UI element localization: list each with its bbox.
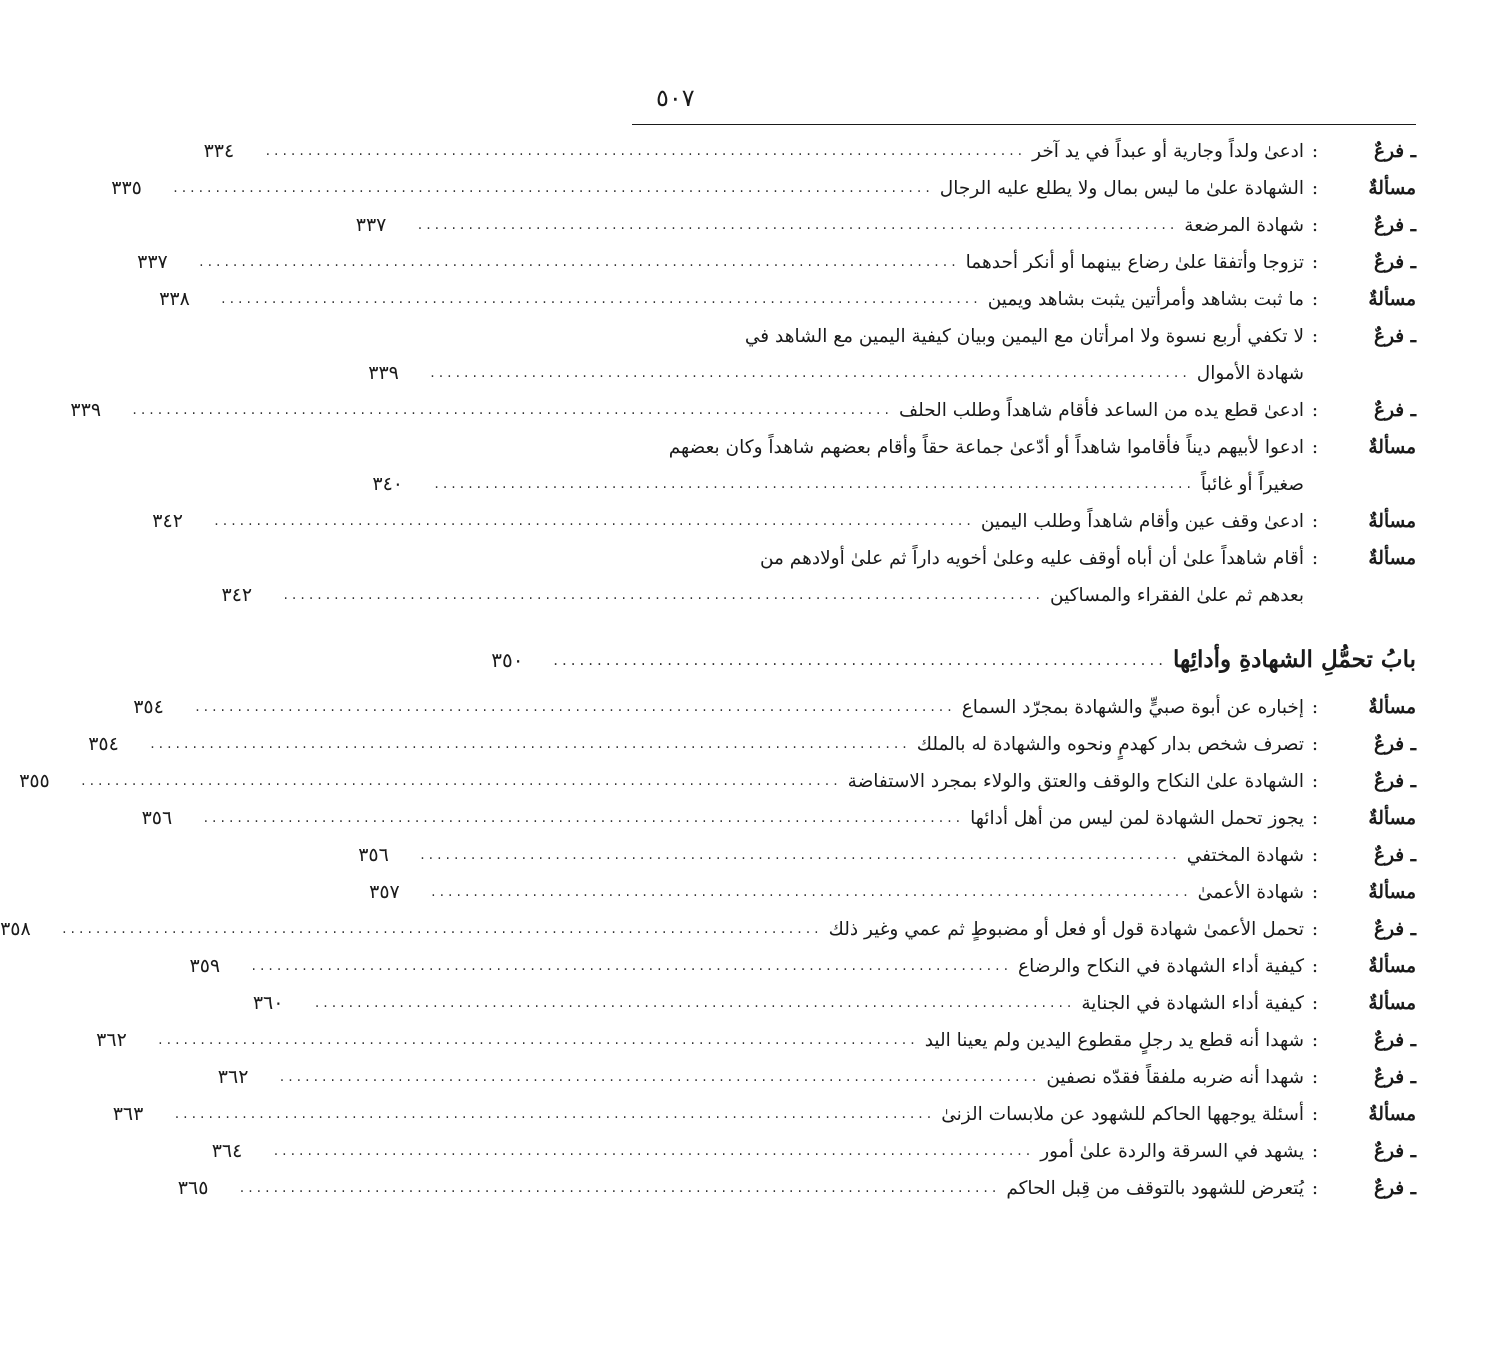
entry-colon: :	[1311, 1067, 1319, 1088]
entry-line	[96, 1022, 1304, 1059]
entry-page-number: ٣٦٥	[177, 1177, 209, 1199]
entry-label: ـ فرعٌ	[1374, 1067, 1416, 1088]
entry-line	[137, 244, 1304, 281]
entry-text: أسئلة يوجهها الحاكم للشهود عن ملابسات الزنىٰ	[941, 1104, 1304, 1125]
entry-page-number: ٣٦٢	[96, 1029, 127, 1051]
entry-text: صغيراً أو غائباً	[1200, 474, 1304, 495]
entry-page-number: ٣٣٩	[368, 362, 399, 384]
toc-entry	[177, 1170, 1416, 1207]
leader-dots: ..........................................................................................	[279, 1069, 1041, 1085]
entry-text: شهادة الأعمىٰ	[1197, 882, 1304, 903]
entry-label: مسألةٌ	[1368, 437, 1416, 458]
entry-text: أقام شاهداً علىٰ أن أباه أوقف عليه وعلىٰ أخويه داراً ثم علىٰ أولادهم من	[759, 548, 1304, 569]
entry-page-number: ٣٤٠	[372, 473, 404, 495]
entry-line	[211, 1133, 1304, 1170]
entry-body	[133, 689, 1304, 726]
leader-dots: ..........................................................................................	[239, 1180, 1001, 1196]
entry-label: مسألةٌ	[1368, 548, 1416, 569]
entry-line	[152, 503, 1304, 540]
toc-entry	[70, 392, 1416, 429]
entry-label: ـ فرعٌ	[1374, 771, 1416, 792]
entry-line	[111, 170, 1304, 207]
entry-line	[159, 281, 1304, 318]
entry-page-number: ٣٣٩	[70, 399, 102, 421]
entry-line	[88, 726, 1304, 763]
leader-dots: ..........................................................................................	[430, 365, 1191, 381]
entry-line	[141, 800, 1304, 837]
toc-entry	[159, 281, 1416, 318]
entry-page-number: ٣٥٧	[369, 881, 400, 903]
entry-colon: :	[1311, 511, 1319, 532]
entry-body	[358, 837, 1304, 874]
entry-text: ادعىٰ قطع يده من الساعد فأقام شاهداً وطلب الحلف	[898, 400, 1304, 421]
entry-text: كيفية أداء الشهادة في الجناية	[1081, 993, 1304, 1014]
entry-colon: :	[1311, 400, 1319, 421]
toc-entry	[0, 911, 1416, 948]
entry-page-number: ٣٤٢	[152, 510, 183, 532]
leader-dots: ..........................................................................................	[265, 143, 1027, 159]
entry-body	[369, 874, 1304, 911]
entry-colon: :	[1311, 1030, 1319, 1051]
entry-colon: :	[1311, 1178, 1319, 1199]
entry-page-number: ٣٦٢	[217, 1066, 249, 1088]
entry-label: ـ فرعٌ	[1374, 215, 1416, 236]
entry-line	[576, 540, 1304, 577]
entry-text: شهدا أنه ضربه ملفقاً فقدّه نصفين	[1046, 1067, 1304, 1088]
entry-label: ـ فرعٌ	[1374, 326, 1416, 347]
entry-line	[355, 207, 1304, 244]
entry-body	[137, 244, 1304, 281]
entry-body	[203, 133, 1304, 170]
entry-page-number: ٣٥٤	[88, 733, 119, 755]
entry-colon: :	[1311, 919, 1319, 940]
entry-colon: :	[1311, 993, 1319, 1014]
entry-label: مسألةٌ	[1368, 178, 1416, 199]
entry-label: مسألةٌ	[1368, 511, 1416, 532]
entry-body	[112, 1096, 1304, 1133]
table-of-contents	[0, 133, 1416, 1207]
leader-dots: ..........................................................................................	[417, 217, 1179, 233]
entry-line	[358, 837, 1304, 874]
toc-entry	[133, 689, 1416, 726]
entry-line	[0, 911, 1304, 948]
leader-dots: ..........................................................................................	[251, 958, 1013, 974]
toc-entry	[369, 874, 1416, 911]
toc-entry	[368, 318, 1416, 392]
entry-body	[0, 911, 1304, 948]
leader-dots: ..........................................................................................	[81, 773, 842, 789]
entry-page-number: ٣٣٧	[137, 251, 168, 273]
toc-entry	[203, 133, 1416, 170]
entry-line	[203, 133, 1304, 170]
entry-line	[372, 466, 1304, 503]
toc-entry	[137, 244, 1416, 281]
entry-body	[252, 985, 1304, 1022]
entry-body	[88, 726, 1304, 763]
leader-dots: ..........................................................................................	[431, 884, 1192, 900]
entry-colon: :	[1311, 252, 1319, 273]
leader-dots: ..........................................................................................	[150, 736, 911, 752]
entry-text: بعدهم ثم علىٰ الفقراء والمساكين	[1050, 585, 1304, 606]
toc-entries-before-chapter	[70, 133, 1416, 614]
entry-text: الشهادة علىٰ النكاح والوقف والعتق والولاء بمجرد الاستفاضة	[847, 771, 1304, 792]
entry-text: الشهادة علىٰ ما ليس بمال ولا يطلع عليه الرجال	[939, 178, 1304, 199]
entry-text: ما ثبت بشاهد وأمرأتين يثبت بشاهد ويمين	[987, 289, 1304, 310]
entry-body	[355, 207, 1304, 244]
entry-colon: :	[1311, 548, 1319, 569]
entry-body	[221, 540, 1304, 614]
toc-entries-after-chapter	[0, 689, 1416, 1207]
entry-text: ادعىٰ وقف عين وأقام شاهداً وطلب اليمين	[980, 511, 1304, 532]
entry-text: شهدا أنه قطع يد رجلٍ مقطوع اليدين ولم يعينا اليد	[924, 1030, 1304, 1051]
toc-entry	[355, 207, 1416, 244]
toc-entry	[358, 837, 1416, 874]
toc-entry	[372, 429, 1416, 503]
entry-line	[189, 948, 1304, 985]
entry-colon: :	[1311, 178, 1319, 199]
entry-label: ـ فرعٌ	[1374, 252, 1416, 273]
entry-label: مسألةٌ	[1368, 1104, 1416, 1125]
entry-page-number: ٣٤٢	[221, 584, 253, 606]
toc-entry	[112, 1096, 1416, 1133]
leader-dots: ..........................................................................................	[174, 1106, 936, 1122]
entry-body	[372, 429, 1304, 503]
entry-colon: :	[1311, 808, 1319, 829]
entry-line	[217, 1059, 1304, 1096]
entry-label: ـ فرعٌ	[1374, 734, 1416, 755]
leader-dots: ..........................................................................................	[420, 847, 1181, 863]
entry-text: شهادة المختفي	[1186, 845, 1304, 866]
entry-page-number: ٣٥٥	[19, 770, 50, 792]
leader-dots: ..........................................................................................	[62, 921, 823, 937]
entry-page-number: ٣٥٦	[141, 807, 173, 829]
toc-entry	[252, 985, 1416, 1022]
entry-label: ـ فرعٌ	[1374, 1141, 1416, 1162]
toc-entry	[141, 800, 1416, 837]
toc-entry	[221, 540, 1416, 614]
entry-line	[19, 763, 1304, 800]
entry-body	[159, 281, 1304, 318]
entry-body	[211, 1133, 1304, 1170]
entry-line	[369, 874, 1304, 911]
entry-label: ـ فرعٌ	[1374, 1030, 1416, 1051]
entry-page-number: ٣٥٦	[358, 844, 389, 866]
toc-entry	[111, 170, 1416, 207]
leader-dots: ..........................................................................................	[195, 699, 956, 715]
entry-text: لا تكفي أربع نسوة ولا امرأتان مع اليمين وبيان كيفية اليمين مع الشاهد في	[744, 326, 1304, 347]
entry-label: مسألةٌ	[1368, 697, 1416, 718]
leader-dots: ..........................................................................................	[214, 513, 975, 529]
entry-text: تزوجا وأتفقا علىٰ رضاع بينهما أو أنكر أحدهما	[965, 252, 1304, 273]
chapter-title: بابُ تحمُّلِ الشهادةِ وأدائِها	[1172, 646, 1416, 673]
leader-dots: ..........................................................................................	[173, 180, 934, 196]
toc-entry	[217, 1059, 1416, 1096]
entry-label: مسألةٌ	[1368, 993, 1416, 1014]
entry-colon: :	[1311, 771, 1319, 792]
entry-line	[70, 392, 1304, 429]
entry-body	[152, 503, 1304, 540]
entry-label: ـ فرعٌ	[1374, 1178, 1416, 1199]
leader-dots: ..........................................................................................	[221, 291, 982, 307]
entry-body	[111, 170, 1304, 207]
header-rule	[632, 124, 1416, 125]
leader-dots: ......................................................................	[553, 651, 1167, 669]
entry-text: شهادة الأموال	[1196, 363, 1304, 384]
toc-entry	[96, 1022, 1416, 1059]
entry-label: ـ فرعٌ	[1374, 400, 1416, 421]
entry-colon: :	[1311, 289, 1319, 310]
entry-colon: :	[1311, 697, 1319, 718]
leader-dots: ..........................................................................................	[199, 254, 960, 270]
entry-text: يُتعرض للشهود بالتوقف من قِبل الحاكم	[1006, 1178, 1304, 1199]
entry-body	[141, 800, 1304, 837]
entry-body	[189, 948, 1304, 985]
entry-text: ادعوا لأبيهم ديناً فأقاموا شاهداً أو أدّعىٰ جماعة حقاً وأقام بعضهم شاهداً وكان بعضهم	[668, 437, 1304, 458]
entry-page-number: ٣٥٨	[0, 918, 31, 940]
entry-colon: :	[1311, 734, 1319, 755]
entry-colon: :	[1311, 845, 1319, 866]
entry-text: يجوز تحمل الشهادة لمن ليس من أهل أدائها	[970, 808, 1304, 829]
entry-body	[96, 1022, 1304, 1059]
leader-dots: ..........................................................................................	[434, 476, 1195, 492]
entry-page-number: ٣٣٥	[111, 177, 142, 199]
entry-line	[576, 318, 1304, 355]
entry-colon: :	[1311, 882, 1319, 903]
entry-line	[221, 577, 1304, 614]
entry-text: إخباره عن أبوة صبيٍّ والشهادة بمجرّد السماع	[961, 697, 1304, 718]
entry-page-number: ٣٦٠	[252, 992, 284, 1014]
entry-colon: :	[1311, 1141, 1319, 1162]
entry-line	[576, 429, 1304, 466]
entry-text: كيفية أداء الشهادة في النكاح والرضاع	[1018, 956, 1304, 977]
leader-dots: ..........................................................................................	[158, 1032, 919, 1048]
entry-label: مسألةٌ	[1368, 808, 1416, 829]
toc-entry	[152, 503, 1416, 540]
leader-dots: ..........................................................................................	[314, 995, 1076, 1011]
leader-dots: ..........................................................................................	[203, 810, 965, 826]
toc-entry	[211, 1133, 1416, 1170]
entry-page-number: ٣٦٣	[112, 1103, 144, 1125]
entry-body	[217, 1059, 1304, 1096]
entry-page-number: ٣٣٧	[355, 214, 387, 236]
entry-page-number: ٣٥٩	[189, 955, 221, 977]
entry-body	[19, 763, 1304, 800]
entry-text: تحمل الأعمىٰ شهادة قول أو فعل أو مضبوطٍ ثم عمي وغير ذلك	[828, 919, 1304, 940]
entry-page-number: ٣٣٨	[159, 288, 190, 310]
leader-dots: ..........................................................................................	[132, 402, 893, 418]
entry-label: ـ فرعٌ	[1374, 845, 1416, 866]
entry-page-number: ٣٦٤	[211, 1140, 243, 1162]
entry-text: ادعىٰ ولداً وجارية أو عبداً في يد آخر	[1032, 141, 1304, 162]
entry-label: ـ فرعٌ	[1374, 141, 1416, 162]
toc-entry	[19, 763, 1416, 800]
entry-line	[252, 985, 1304, 1022]
entry-line	[177, 1170, 1304, 1207]
entry-label: مسألةٌ	[1368, 289, 1416, 310]
entry-text: تصرف شخص بدار كهدمٍ ونحوه والشهادة له بالملك	[916, 734, 1304, 755]
chapter-heading	[491, 631, 1416, 689]
entry-colon: :	[1311, 956, 1319, 977]
leader-dots: ..........................................................................................	[273, 1143, 1035, 1159]
chapter-page-number: ٣٥٠	[491, 648, 524, 672]
entry-colon: :	[1311, 1104, 1319, 1125]
page-number: ٥٠٧	[656, 84, 695, 112]
entry-page-number: ٣٣٤	[203, 140, 235, 162]
entry-colon: :	[1311, 141, 1319, 162]
entry-body	[368, 318, 1304, 392]
leader-dots: ..........................................................................................	[283, 587, 1045, 603]
entry-line	[368, 355, 1304, 392]
entry-text: شهادة المرضعة	[1184, 215, 1304, 236]
entry-line	[133, 689, 1304, 726]
toc-entry	[189, 948, 1416, 985]
entry-line	[112, 1096, 1304, 1133]
entry-label: مسألةٌ	[1368, 956, 1416, 977]
entry-colon: :	[1311, 215, 1319, 236]
toc-entry	[88, 726, 1416, 763]
entry-page-number: ٣٥٤	[133, 696, 164, 718]
entry-body	[177, 1170, 1304, 1207]
entry-label: ـ فرعٌ	[1374, 919, 1416, 940]
entry-colon: :	[1311, 437, 1319, 458]
entry-label: مسألةٌ	[1368, 882, 1416, 903]
entry-text: يشهد في السرقة والردة علىٰ أمور	[1040, 1141, 1304, 1162]
entry-body	[70, 392, 1304, 429]
entry-colon: :	[1311, 326, 1319, 347]
